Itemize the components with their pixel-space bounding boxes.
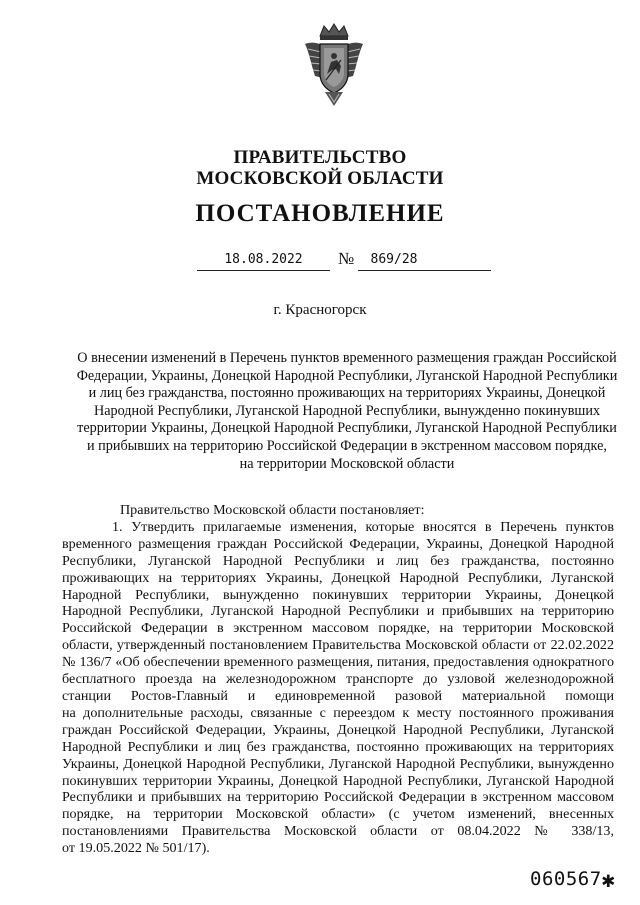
- government-title-line1: ПРАВИТЕЛЬСТВО: [233, 147, 407, 168]
- decree-number-field: [358, 252, 491, 271]
- body-line: бесплатного проезда на железнодорожном транспорте до узловой железнодорожной: [62, 671, 614, 688]
- city-line: г. Красногорск: [273, 302, 367, 318]
- body-line: 1. Утвердить прилагаемые изменения, которые вносятся в Перечень пунктов: [112, 518, 614, 535]
- body-line: области, утвержденный постановлением Правительства Московской области от 22.02.2022: [62, 637, 614, 654]
- body-line: граждан Российской Федерации, Украины, Донецкой Народной Республики, Луганской: [62, 721, 614, 738]
- body-line: Республики, Луганской Народной Республики и лиц без гражданства, постоянно: [62, 552, 614, 569]
- body-line: на дополнительные расходы, связанные с переездом к месту постоянного проживания: [62, 704, 614, 721]
- body-line: постановлениями Правительства Московской области от 08.04.2022 № 338/13,: [62, 823, 614, 840]
- body-line: Украины, Донецкой Народной Республики, Луганской Народной Республики, вынужденно: [62, 755, 614, 772]
- subject-line: на территории Московской области: [239, 455, 455, 472]
- body-line: Народной Республики, Луганской Народной Республики и прибывших на территорию: [62, 603, 614, 620]
- decree-body: [62, 502, 614, 857]
- subject-line: О внесении изменений в Перечень пунктов временного размещения граждан Российской: [77, 350, 617, 366]
- body-line: временного размещения граждан Российской Федерации, Украины, Донецкой Народной: [62, 535, 614, 552]
- subject-line: Народной Республики, Луганской Народной Республики, вынужденно покинувших: [93, 402, 601, 419]
- body-line: порядке, на территории Московской области» (с учетом изменений, внесенных: [62, 806, 614, 823]
- subject-line: и лиц без гражданства, постоянно проживающих на территориях Украины, Донецкой: [88, 385, 606, 402]
- body-line: Российской Федерации в экстренном массовом порядке, на территории Московской: [62, 620, 614, 637]
- serial-number-stamp: [530, 866, 615, 891]
- serial-number: 060567: [530, 868, 602, 890]
- document-type-title: ПОСТАНОВЛЕНИЕ: [195, 200, 445, 227]
- body-line: покинувших территории Украины, Донецкой Народной Республики, Луганской Народной: [62, 772, 614, 789]
- subject-line: и прибывших на территорию Российской Федерации в экстренном массовом порядке,: [87, 437, 607, 454]
- body-line: от 19.05.2022 № 501/17).: [62, 840, 210, 857]
- decree-subject: [68, 350, 626, 473]
- number-sign: №: [338, 249, 355, 268]
- body-line: Народной Республики, вынужденно покинувших территории Украины, Донецкой: [62, 586, 614, 603]
- subject-line: территории Украины, Донецкой Народной Республики, Луганской Народной Республики: [77, 420, 617, 437]
- body-line: Народной Республики и лиц без гражданства, постоянно проживающих на территориях: [62, 738, 614, 755]
- asterisk-mark-icon: ✱: [601, 868, 616, 893]
- subject-line: Федерации, Украины, Донецкой Народной Республики, Луганской Народной Республики: [76, 367, 618, 384]
- decree-date: 18.08.2022: [197, 252, 330, 271]
- coat-of-arms-emblem: [303, 22, 365, 110]
- body-line: № 136/7 «Об обеспечении временного размещения, питания, предоставления однократного: [62, 654, 614, 671]
- body-intro: Правительство Московской области постановляет:: [120, 502, 425, 518]
- body-line: станции Ростов-Главный и единовременной разовой материальной помощи: [62, 687, 614, 704]
- government-title-line2: МОСКОВСКОЙ ОБЛАСТИ: [196, 168, 444, 189]
- body-line: проживающих на территориях Украины, Донецкой Народной Республики, Луганской: [62, 569, 614, 586]
- decree-number: 869/28: [370, 252, 418, 267]
- body-line: Республики и прибывших на территорию Российской Федерации в экстренном массовом: [62, 789, 614, 806]
